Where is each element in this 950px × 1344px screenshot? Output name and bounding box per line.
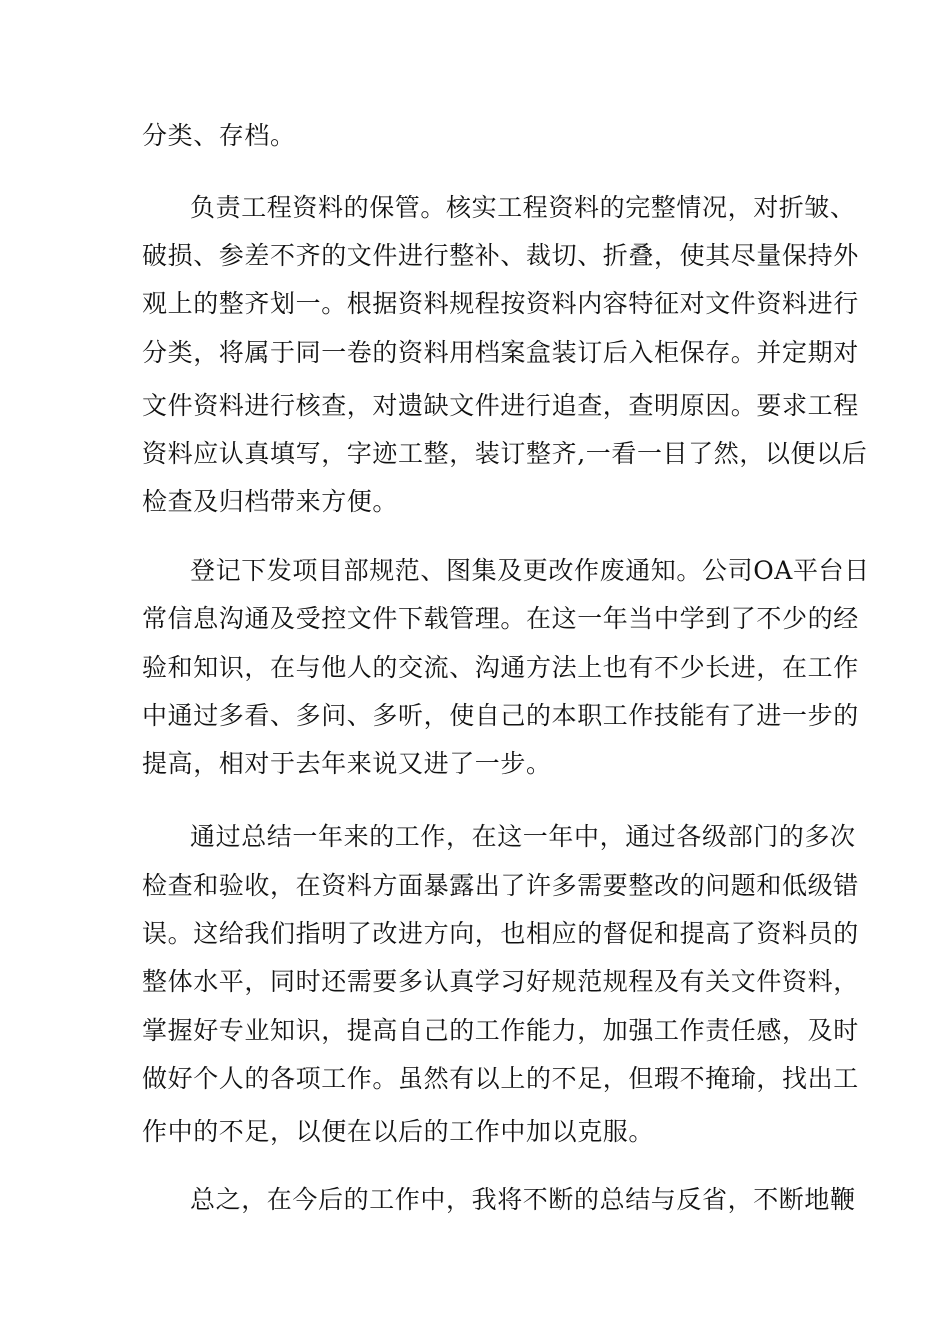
text-line: 文件资料进行核查，对遗缺文件进行追查，查明原因。要求工程 (142, 391, 859, 420)
text-line: 负责工程资料的保管。核实工程资料的完整情况，对折皱、 (190, 193, 856, 222)
text-line: 破损、参差不齐的文件进行整补、裁切、折叠，使其尽量保持外 (142, 241, 859, 270)
text-line: 检查和验收，在资料方面暴露出了许多需要整改的问题和低级错 (142, 871, 859, 900)
text-line: 做好个人的各项工作。虽然有以上的不足，但瑕不掩瑜，找出工 (142, 1064, 859, 1093)
text-line: 作中的不足，以便在以后的工作中加以克服。 (142, 1117, 655, 1146)
text-line: 通过总结一年来的工作，在这一年中，通过各级部门的多次 (190, 822, 856, 851)
text-line: 资料应认真填写，字迹工整，装订整齐,一看一目了然，以便以后 (142, 439, 868, 468)
text-line: 分类、存档。 (142, 121, 296, 150)
text-line: 验和知识，在与他人的交流、沟通方法上也有不少长进，在工作 (142, 653, 859, 682)
text-line: 提高，相对于去年来说又进了一步。 (142, 749, 552, 778)
text-line: 掌握好专业知识，提高自己的工作能力，加强工作责任感，及时 (142, 1016, 859, 1045)
text-line: 分类，将属于同一卷的资料用档案盒装订后入柜保存。并定期对 (142, 338, 859, 367)
text-line: 中通过多看、多问、多听，使自己的本职工作技能有了进一步的 (142, 701, 859, 730)
text-line: 常信息沟通及受控文件下载管理。在这一年当中学到了不少的经 (142, 604, 859, 633)
text-line: 登记下发项目部规范、图集及更改作废通知。公司OA平台日 (190, 556, 870, 585)
text-line: 整体水平，同时还需要多认真学习好规范规程及有关文件资料， (142, 967, 859, 996)
text-line: 检查及归档带来方便。 (142, 487, 399, 516)
text-line: 观上的整齐划一。根据资料规程按资料内容特征对文件资料进行 (142, 289, 859, 318)
text-line: 总之，在今后的工作中，我将不断的总结与反省，不断地鞭 (190, 1185, 856, 1214)
text-line: 误。这给我们指明了改进方向，也相应的督促和提高了资料员的 (142, 919, 859, 948)
